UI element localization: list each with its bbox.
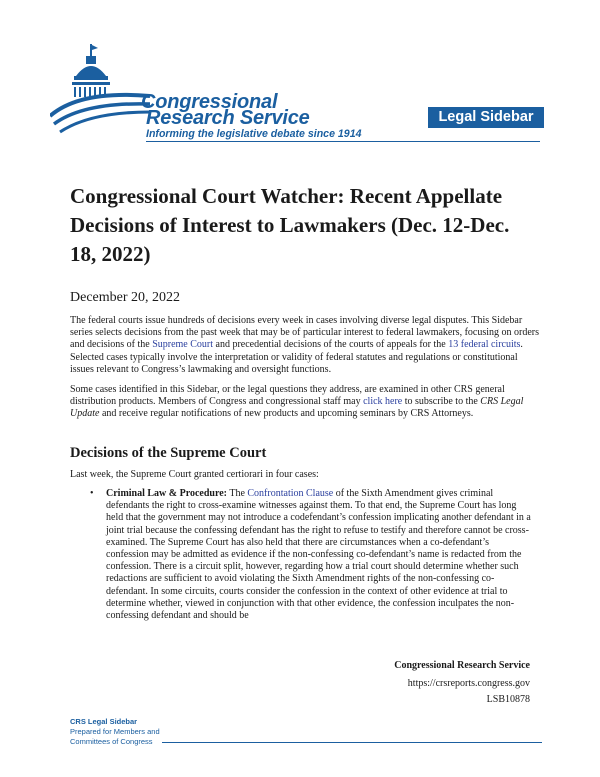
page-title: Congressional Court Watcher: Recent Appellate Decisions of Interest to Lawmakers (Dec. 12-Dec. 18, 2022)	[70, 184, 510, 266]
footer-rule	[162, 742, 542, 743]
bullet-label: Criminal Law & Procedure:	[106, 488, 228, 499]
bullet-text: of the Sixth Amendment gives criminal defendants the right to cross-examine witnesses against them. To that end, the Supreme Court has long held that the government may not introduce a codefendant’s confession implicating another defendant in a joint trial because the confessing defendant has the right to refuse to testify and therefore cannot be cross-examined. The Supreme Court has also held that there are circumstances when a co-defendant’s confession may be admitted as evidence if the non-confessing co-defendant’s name is redacted from the confession. There is a circuit split, however, regarding how a trial court should determine whether such redactions are sufficient to avoid violating the Sixth Amendment rights of the non-confessing co-defendant. In some circuits, courts consider the confession in the context of other evidence at trial to determine whether, viewed in conjunction with that other evidence, the confession inculpates the non-confessing defendant and should be	[106, 488, 531, 622]
bullet-icon: •	[90, 488, 94, 499]
section-lead: Last week, the Supreme Court granted certiorari in four cases:	[70, 469, 319, 480]
prepared-for-line1: Prepared for Members and	[70, 727, 160, 736]
prepared-for-line2: Committees of Congress	[70, 737, 153, 746]
footer-url[interactable]: https://crsreports.congress.gov	[407, 678, 530, 689]
org-name-line1: Congressional	[141, 91, 278, 113]
intro-text: and precedential decisions of the courts of appeals for the	[213, 339, 449, 351]
supreme-court-link[interactable]: Supreme Court	[152, 339, 214, 351]
footer-org-name: Congressional Research Service	[394, 660, 530, 671]
bullet-criminal-law	[106, 488, 534, 622]
confrontation-clause-link[interactable]: Confrontation Clause	[247, 488, 334, 499]
subscribe-click-here-link[interactable]: click here	[363, 396, 403, 408]
intro-text: Some cases identified in this Sidebar, or the legal questions they address, are examined in other CRS general distribution products. Members of Congress and congressional staff may	[70, 384, 505, 408]
crs-capitol-dome-logo-icon	[50, 42, 150, 142]
publication-date: December 20, 2022	[70, 290, 181, 305]
org-name-line2: Research Service	[146, 107, 310, 129]
intro-text: . Selected cases typically involve the interpretation or validity of federal statutes and regulations or constitutional issues relevant to Congress’s lawmaking and oversight functions.	[70, 339, 523, 375]
section-heading: Decisions of the Supreme Court	[70, 445, 267, 461]
series-label: CRS Legal Sidebar	[70, 717, 138, 726]
federal-circuits-link[interactable]: 13 federal circuits	[448, 339, 521, 351]
bullet-text: The	[227, 488, 248, 499]
intro-paragraph-2	[70, 384, 544, 421]
intro-text: and receive regular notifications of new products and upcoming seminars by CRS Attorneys.	[99, 408, 474, 420]
intro-text: The federal courts issue hundreds of decisions every week in cases involving diverse legal disputes. This Sidebar series selects decisions from the past week that may be of particular interest to federal lawmakers, focusing on orders and decisions of the	[70, 315, 540, 351]
intro-text: to subscribe to the	[402, 396, 481, 408]
crs-legal-update-title: CRS Legal Update	[70, 396, 524, 420]
org-tagline: Informing the legislative debate since 1914	[146, 128, 362, 140]
intro-paragraph-1	[70, 315, 544, 376]
legal-sidebar-badge: Legal Sidebar	[428, 107, 544, 128]
report-id: LSB10878	[486, 694, 530, 705]
header-rule	[146, 141, 540, 142]
